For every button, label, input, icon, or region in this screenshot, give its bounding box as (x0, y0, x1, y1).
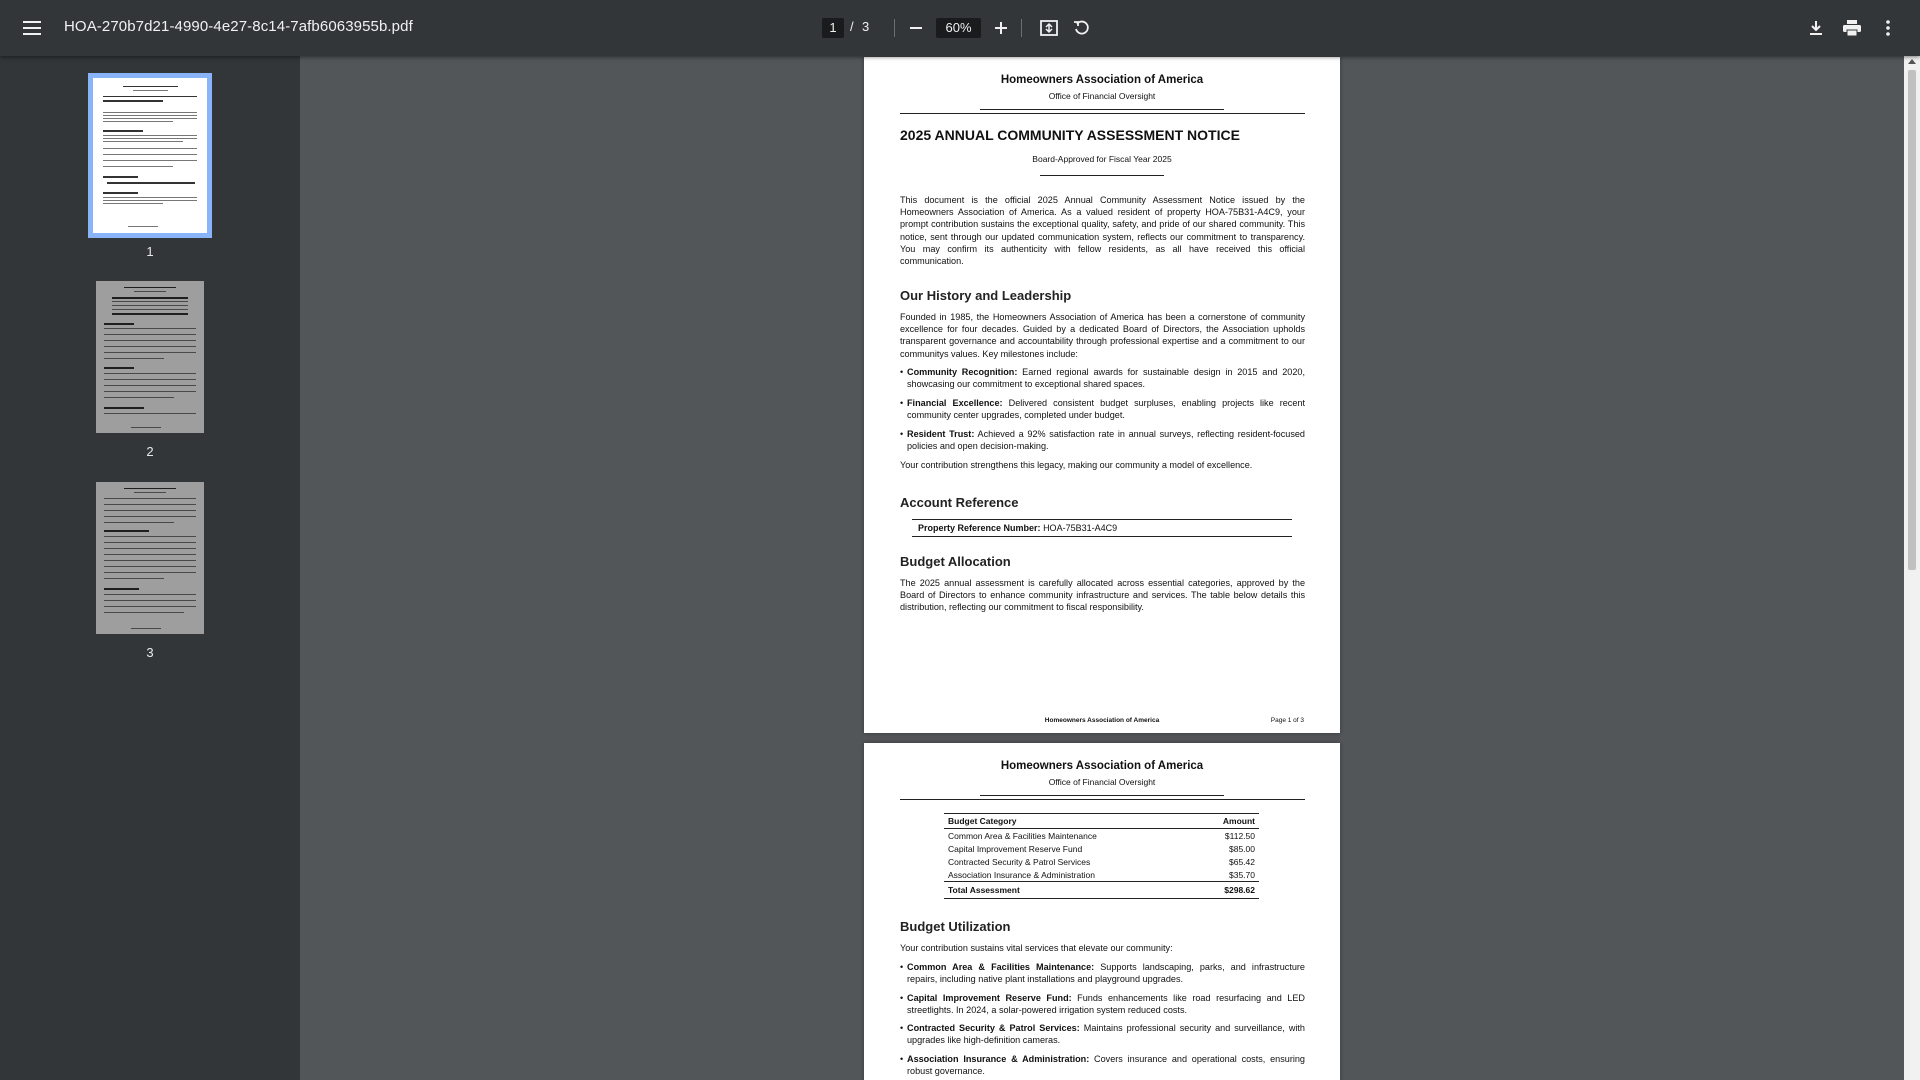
vertical-scrollbar[interactable] (1904, 56, 1920, 1080)
history-paragraph: Founded in 1985, the Homeowners Association of America has been a cornerstone of community excellence for four decades. Guided by a dedicated Board of Directors, the Association upholds transparent governance and accountability through professional expertise and a commitment to our communitys values. Key milestones include: (900, 312, 1305, 359)
column-header: Amount (1195, 814, 1259, 829)
page-footer-number: Page 1 of 3 (1270, 717, 1304, 724)
page-separator: / (850, 19, 854, 34)
pdf-page-2 (864, 743, 1340, 1080)
utilization-item: • Common Area & Facilities Maintenance: Supports landscaping, parks, and infrastructure repairs, including native plant installations and playground upgrades. (900, 961, 1305, 985)
pdf-toolbar (0, 0, 1920, 56)
zoom-in-icon[interactable] (983, 10, 1019, 46)
column-header: Budget Category (944, 814, 1195, 829)
table-row: Association Insurance & Administration $35.70 (948, 869, 1255, 880)
budget-heading: Budget Allocation (900, 554, 1011, 569)
document-heading: 2025 ANNUAL COMMUNITY ASSESSMENT NOTICE (900, 127, 1240, 143)
document-title: HOA-270b7d21-4990-4e27-8c14-7afb6063955b.pdf (64, 18, 413, 35)
download-icon[interactable] (1798, 10, 1834, 46)
header-rule (900, 799, 1305, 800)
budget-paragraph: The 2025 annual assessment is carefully allocated across essential categories, approved by the Board of Directors to enhance community infrastructure and services. The table below details this distribution, reflecting our commitment to fiscal responsibility. (900, 578, 1305, 613)
toolbar-divider (1021, 19, 1022, 37)
fit-to-page-icon[interactable] (1031, 10, 1067, 46)
table-total-row: Total Assessment $298.62 (944, 882, 1259, 899)
office-name: Office of Financial Oversight (1048, 777, 1156, 787)
document-subtitle: Board-Approved for Fiscal Year 2025 (1032, 154, 1172, 164)
history-closing: Your contribution strengthens this legacy, making our community a model of excellence. (900, 460, 1253, 470)
org-name: Homeowners Association of America (1000, 74, 1204, 86)
utilization-item: • Contracted Security & Patrol Services: Maintains professional security and surveillance, with upgrades like high-definition cameras. (900, 1022, 1305, 1046)
menu-icon[interactable] (14, 10, 50, 46)
history-heading: Our History and Leadership (900, 288, 1072, 303)
utilization-item: • Association Insurance & Administration: Covers insurance and operational costs, ensuring robust governance. (900, 1053, 1305, 1077)
page-number-input[interactable]: 1 (822, 18, 844, 38)
scroll-up-arrow-icon[interactable] (1908, 59, 1916, 64)
page-thumbnail-3[interactable] (96, 482, 204, 634)
office-name: Office of Financial Oversight (1048, 91, 1156, 101)
thumbnail-sidebar (0, 56, 300, 1080)
more-options-icon[interactable] (1870, 10, 1906, 46)
account-heading: Account Reference (900, 495, 1019, 510)
print-icon[interactable] (1834, 10, 1870, 46)
header-rule (980, 109, 1224, 110)
document-viewer[interactable] (300, 56, 1904, 1080)
rotate-icon[interactable] (1064, 10, 1100, 46)
subtitle-rule (1040, 175, 1164, 176)
thumbnail-label-1: 1 (146, 244, 154, 259)
toolbar-divider (894, 19, 895, 37)
zoom-level-input[interactable]: 60% (936, 18, 981, 38)
utilization-intro: Your contribution sustains vital services that elevate our community: (900, 943, 1173, 953)
table-row: Capital Improvement Reserve Fund $85.00 (948, 843, 1255, 854)
property-reference: Property Reference Number: HOA-75B31-A4C9 (912, 519, 1292, 537)
page-total: 3 (862, 19, 870, 34)
table-header-row (944, 814, 1259, 829)
milestone-item: • Resident Trust: Achieved a 92% satisfaction rate in annual surveys, reflecting resident-focused policies and open decision-making. (900, 428, 1305, 452)
budget-table (944, 813, 1259, 899)
thumbnail-label-2: 2 (146, 444, 154, 459)
header-rule (980, 795, 1224, 796)
zoom-out-icon[interactable] (898, 10, 934, 46)
header-rule (900, 113, 1305, 114)
page-footer-org: Homeowners Association of America (1044, 717, 1160, 724)
scrollbar-thumb[interactable] (1908, 70, 1916, 570)
utilization-item: • Capital Improvement Reserve Fund: Funds enhancements like road resurfacing and LED streetlights. In 2024, a solar-powered irrigation system reduced costs. (900, 992, 1305, 1016)
thumbnail-label-3: 3 (146, 645, 154, 660)
milestone-item: • Financial Excellence: Delivered consistent budget surpluses, enabling projects like recent community center upgrades, completed under budget. (900, 397, 1305, 421)
milestone-item: • Community Recognition: Earned regional awards for sustainable design in 2015 and 2020, showcasing our commitment to exceptional shared spaces. (900, 366, 1305, 390)
pdf-page-1 (864, 57, 1340, 733)
utilization-heading: Budget Utilization (900, 919, 1011, 934)
table-row: Common Area & Facilities Maintenance $112.50 (948, 830, 1255, 841)
intro-paragraph: This document is the official 2025 Annual Community Assessment Notice issued by the Homeowners Association of America. As a valued resident of property HOA-75B31-A4C9, your prompt contribution sustains the exceptional quality, safety, and pride of our shared community. This notice, sent through our updated communication system, reflects our commitment to transparency. You may confirm its authenticity with fellow residents, as all have received this official communication. (900, 195, 1305, 267)
org-name: Homeowners Association of America (1000, 760, 1204, 772)
table-row: Contracted Security & Patrol Services $65.42 (948, 856, 1255, 867)
page-thumbnail-1[interactable] (93, 78, 207, 233)
page-thumbnail-2[interactable] (96, 281, 204, 433)
